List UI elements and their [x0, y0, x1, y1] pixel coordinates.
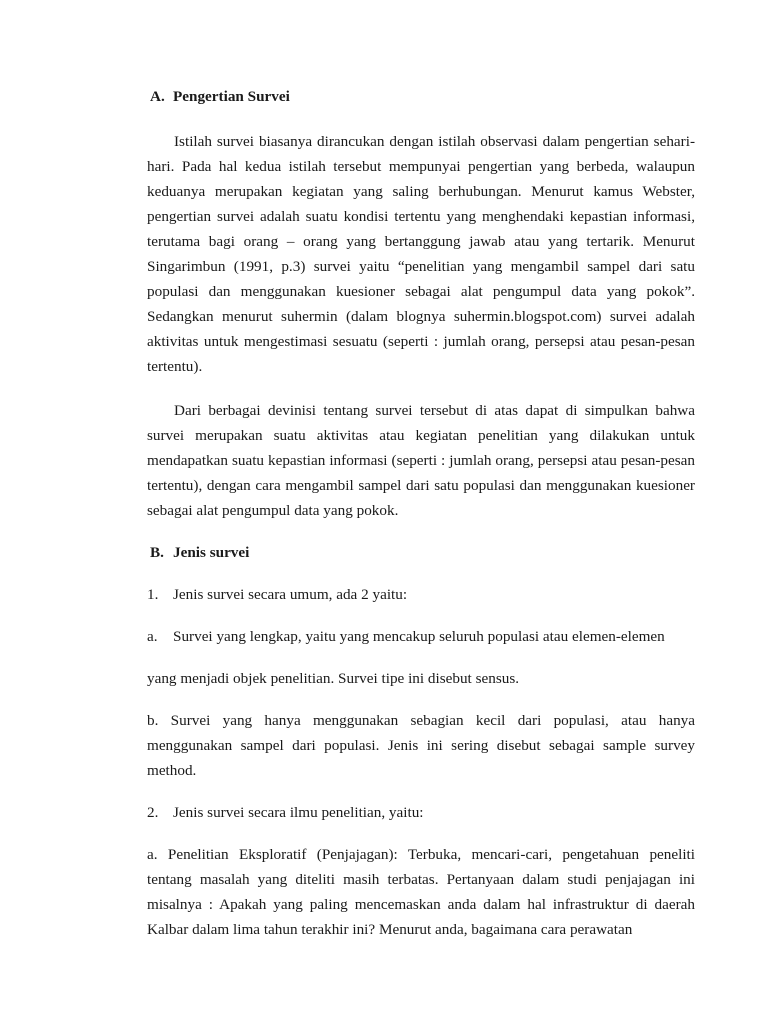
- list-item-1a-letter: a.: [147, 628, 158, 645]
- section-a-title: Pengertian Survei: [173, 88, 290, 105]
- section-a-paragraph-1: Istilah survei biasanya dirancukan dengan istilah observasi dalam pengertian sehari-hari. Pada hal kedua istilah tersebut mempunyai pengertian yang berbeda, walaupun keduanya merupakan kegiatan yang saling berhubungan. Menurut kamus Webster, pengertian survei adalah suatu kondisi tertentu yang menghendaki kepastian informasi, terutama bagi orang – orang yang bertanggung jawab atau yang tertarik. Menurut Singarimbun (1991, p.3) survei yaitu “penelitian yang mengambil sampel dari satu populasi dan menggunakan kuesioner sebagai alat pengumpul data yang pokok”. Sedangkan menurut suhermin (dalam blognya suhermin.blogspot.com) survei adalah aktivitas untuk mengestimasi sesuatu (seperti : jumlah orang, persepsi atau pesan-pesan tertentu).: [147, 133, 695, 375]
- section-b-letter: B.: [150, 544, 164, 561]
- list-item-1a-text: Survei yang lengkap, yaitu yang mencakup seluruh populasi atau elemen-elemen: [173, 628, 665, 645]
- list-item-2-number: 2.: [147, 804, 159, 821]
- section-b-title: Jenis survei: [173, 544, 250, 561]
- list-item-1a: [147, 624, 695, 649]
- section-a-paragraph-2: Dari berbagai devinisi tentang survei tersebut di atas dapat di simpulkan bahwa survei merupakan suatu aktivitas atau kegiatan penelitian yang dilakukan untuk mendapatkan suatu kepastian informasi (seperti : jumlah orang, persepsi atau pesan-pesan tertentu), dengan cara mengambil sampel dari satu populasi dan menggunakan kuesioner sebagai alat pengumpul data yang pokok.: [147, 402, 695, 519]
- list-item-1-number: 1.: [147, 586, 159, 603]
- section-a-letter: A.: [150, 88, 165, 105]
- list-item-2-text: Jenis survei secara ilmu penelitian, yaitu:: [173, 804, 424, 821]
- list-item-2: [147, 800, 695, 825]
- list-item-2a: a. Penelitian Eksploratif (Penjajagan): Terbuka, mencari-cari, pengetahuan peneliti tentang masalah yang diteliti masih terbatas. Pertanyaan dalam studi penjajagan ini misalnya : Apakah yang paling mencemaskan anda dalam hal infrastruktur di daerah Kalbar dalam lima tahun terakhir ini? Menurut anda, bagaimana cara perawatan: [147, 846, 695, 938]
- section-b-heading: [147, 540, 695, 565]
- list-item-1-text: Jenis survei secara umum, ada 2 yaitu:: [173, 586, 408, 603]
- section-a-heading: [147, 84, 695, 109]
- list-item-1b: b. Survei yang hanya menggunakan sebagian kecil dari populasi, atau hanya menggunakan sampel dari populasi. Jenis ini sering disebut sebagai sample survey method.: [147, 712, 695, 779]
- document-body: [147, 84, 695, 942]
- list-item-1: [147, 582, 695, 607]
- list-item-1a-continued: yang menjadi objek penelitian. Survei tipe ini disebut sensus.: [147, 670, 520, 687]
